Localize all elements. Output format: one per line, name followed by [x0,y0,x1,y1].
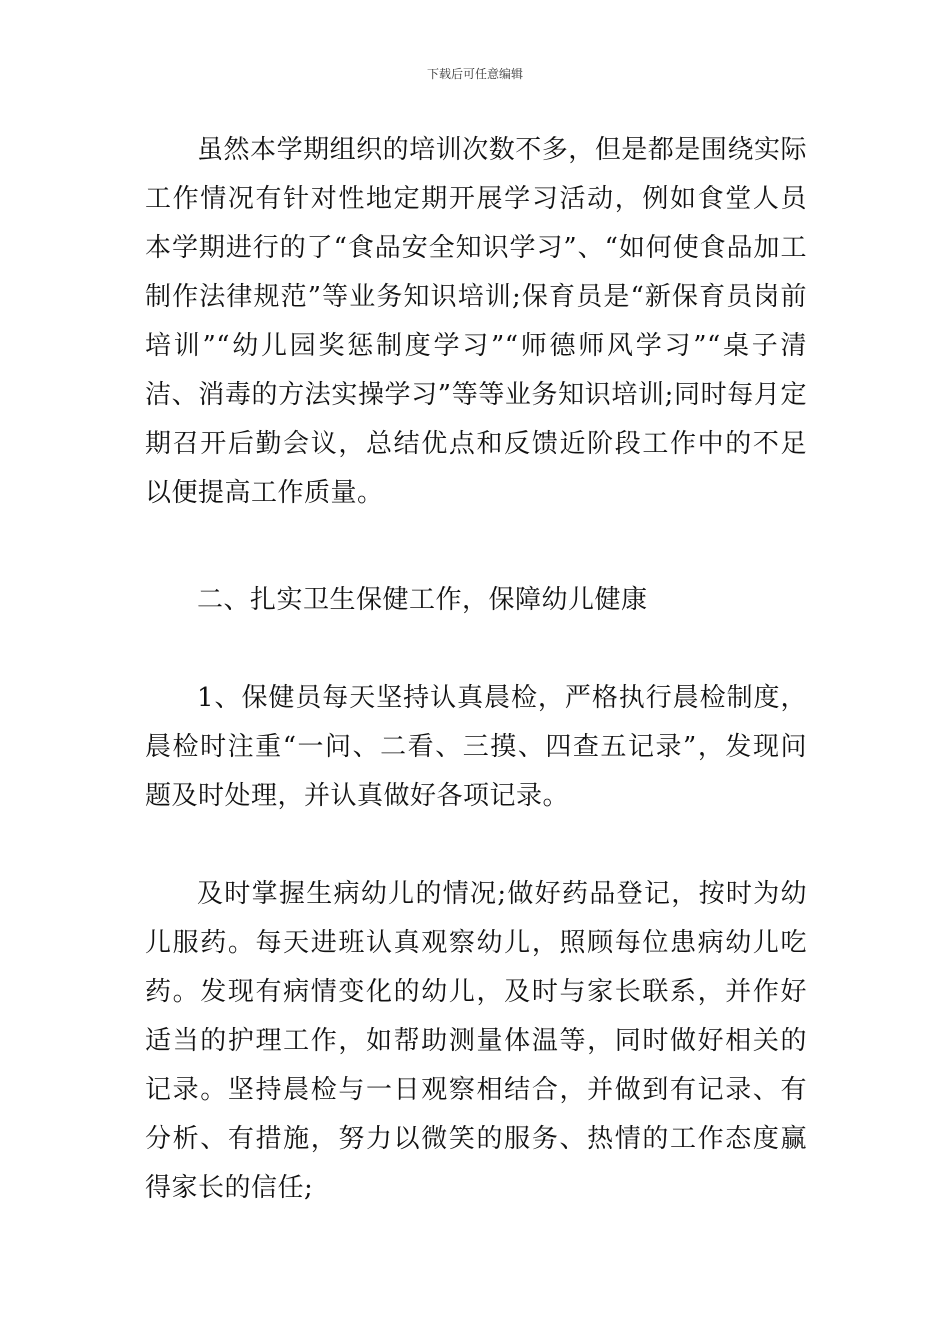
header-note: 下载后可任意编辑 [426,67,523,81]
paragraph-morning-check: 1、保健员每天坚持认真晨检，严格执行晨检制度，晨检时注重“一问、二看、三摸、四查五记录”，发现问题及时处理，并认真做好各项记录。 [145,683,807,811]
section-heading: 二、扎实卫生保健工作，保障幼儿健康 [197,585,648,615]
paragraph-sick-children: 及时掌握生病幼儿的情况;做好药品登记，按时为幼儿服药。每天进班认真观察幼儿，照顾每位患病幼儿吃药。发现有病情变化的幼儿，及时与家长联系，并作好适当的护理工作，如帮助测量体温等，同时做好相关的记录。坚持晨检与一日观察相结合，并做到有记录、有分析、有措施，努力以微笑的服务、热情的工作态度赢得家长的信任; [145,879,807,1203]
paragraph-training: 虽然本学期组织的培训次数不多，但是都是围绕实际工作情况有针对性地定期开展学习活动，例如食堂人员本学期进行的了“食品安全知识学习”、“如何使食品加工制作法律规范”等业务知识培训;保育员是“新保育员岗前培训”“幼儿园奖惩制度学习”“师德师风学习”“桌子清洁、消毒的方法实操学习”等等业务知识培训;同时每月定期召开后勤会议，总结优点和反馈近阶段工作中的不足以便提高工作质量。 [145,135,807,508]
